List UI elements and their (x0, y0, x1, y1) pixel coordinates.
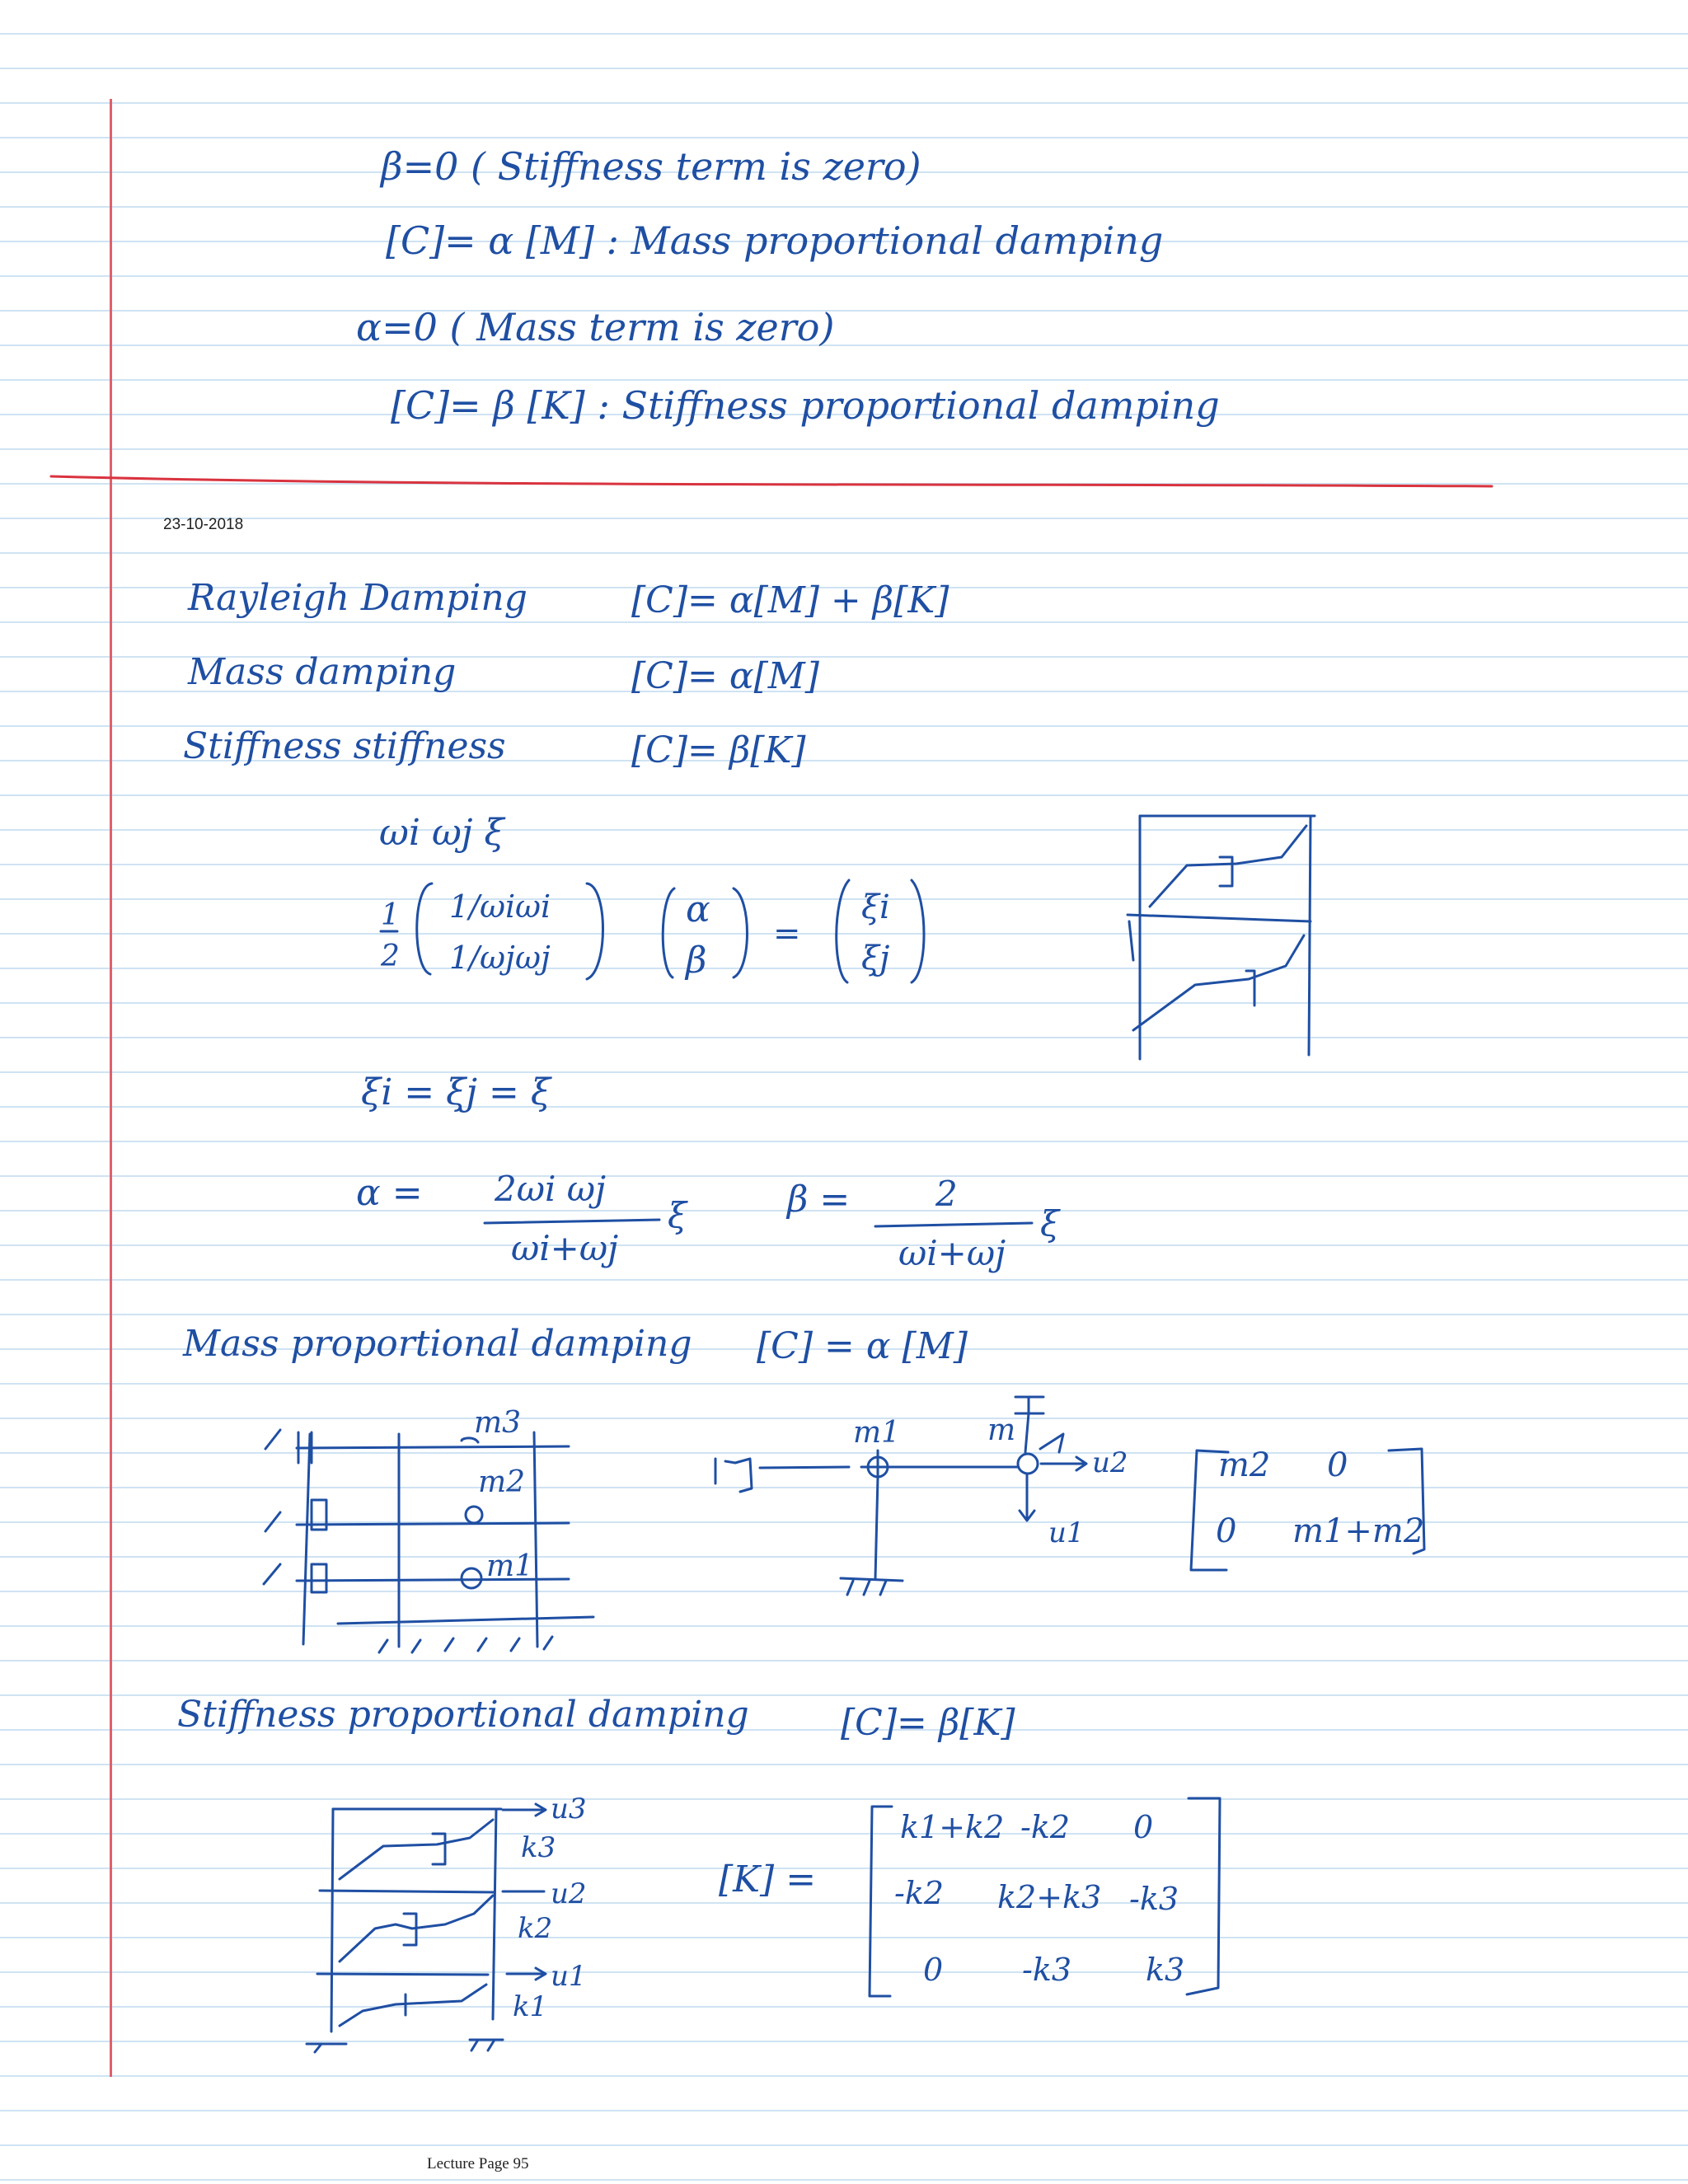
note-line-2: [C]= α [M] : Mass proportional damping (386, 218, 1164, 263)
portal-frame-mass (715, 1397, 1086, 1595)
mass-damping-label: Mass damping (188, 651, 457, 693)
frame-label-u2: u2 (1092, 1446, 1128, 1479)
label-k2: k2 (518, 1912, 553, 1945)
label-m1: m1 (486, 1549, 534, 1583)
beta-fraction-bar (875, 1223, 1032, 1226)
matrix-bracket-right (587, 883, 603, 979)
shear-building-mass (264, 1430, 593, 1652)
result-xi-j: ξj (861, 940, 890, 977)
stiffness-eq: [C]= β[K] (631, 729, 806, 771)
red-separator (51, 476, 1492, 486)
frame-label-u1: u1 (1048, 1516, 1085, 1549)
frame-sketch-top (1128, 816, 1315, 1059)
k-matrix-32: -k3 (1022, 1952, 1072, 1988)
matrix-m21: 1/ωj (449, 940, 515, 976)
result-bracket-left (837, 880, 849, 982)
label-u1: u1 (551, 1960, 587, 1993)
beta-num: 2 (935, 1174, 958, 1214)
label-k3: k3 (521, 1831, 556, 1864)
matrix-bracket-left (417, 883, 432, 974)
k-matrix-11: k1+k2 (900, 1809, 1005, 1845)
matrix-m12: ωi (515, 888, 551, 925)
note-line-1: β=0 ( Stiffness term is zero) (381, 144, 921, 189)
beta-lhs: β = (787, 1179, 851, 1221)
matrix-m22: ωj (515, 940, 551, 976)
shear-building-stiffness (307, 1804, 546, 2052)
mass-damping-eq: [C]= α[M] (631, 655, 819, 697)
stiff-prop-heading: Stiffness proportional damping (177, 1694, 749, 1736)
mass-prop-heading: Mass proportional damping (183, 1323, 692, 1365)
result-bracket-right (912, 880, 924, 982)
half-den: 2 (381, 940, 400, 973)
stiff-matrix-bracket-right (1187, 1798, 1220, 1994)
vector-bracket-right (734, 888, 748, 977)
equals-sign: = (773, 915, 801, 953)
half-num: 1 (381, 898, 400, 932)
rayleigh-label: Rayleigh Damping (188, 577, 528, 619)
vector-beta: β (686, 940, 707, 982)
beta-xi: ξ (1040, 1203, 1060, 1244)
mass-prop-eq: [C] = α [M] (757, 1325, 968, 1367)
page-footer: Lecture Page 95 (427, 2155, 529, 2172)
alpha-den: ωi+ωj (511, 1228, 619, 1268)
frame-label-m: m (987, 1413, 1016, 1447)
vector-bracket-left (663, 888, 674, 977)
label-u3: u3 (551, 1793, 587, 1825)
note-line-3: α=0 ( Mass term is zero) (356, 305, 835, 349)
frame-label-m1: m1 (853, 1416, 901, 1450)
alpha-fraction-bar (485, 1220, 659, 1223)
beta-den: ωi+ωj (898, 1233, 1006, 1273)
note-line-4: [C]= β [K] : Stiffness proportional damping (391, 383, 1220, 428)
stiff-prop-eq: [C]= β[K] (841, 1702, 1015, 1744)
mass-matrix-12: 0 (1327, 1446, 1348, 1484)
xi-equality: ξi = ξj = ξ (361, 1071, 551, 1113)
alpha-lhs: α = (356, 1172, 423, 1214)
k-matrix-33: k3 (1146, 1952, 1185, 1988)
stiffness-label: Stiffness stiffness (183, 725, 506, 767)
k-matrix-label: [K] = (719, 1858, 817, 1900)
k-matrix-22: k2+k3 (997, 1879, 1102, 1915)
label-k1: k1 (513, 1990, 548, 2023)
k-matrix-12: -k2 (1020, 1809, 1071, 1845)
alpha-num: 2ωi ωj (495, 1169, 607, 1209)
k-matrix-13: 0 (1133, 1809, 1154, 1845)
alpha-xi: ξ (668, 1195, 687, 1235)
vector-alpha: α (686, 888, 710, 930)
label-m3: m3 (474, 1406, 522, 1440)
result-xi-i: ξi (861, 888, 890, 926)
k-matrix-23: -k3 (1129, 1881, 1179, 1917)
label-m2: m2 (478, 1465, 526, 1499)
label-u2: u2 (551, 1877, 587, 1910)
mass-matrix-21: 0 (1216, 1512, 1237, 1550)
matrix-m11: 1/ωi (449, 888, 516, 925)
rayleigh-eq: [C]= α[M] + β[K] (631, 579, 950, 621)
omega-header: ωi ωj ξ (379, 812, 504, 854)
date: 23-10-2018 (163, 516, 244, 533)
k-matrix-31: 0 (923, 1952, 944, 1988)
mass-matrix-11: m2 (1218, 1446, 1271, 1484)
stiff-matrix-bracket-left (870, 1807, 892, 1996)
k-matrix-21: -k2 (894, 1875, 945, 1911)
mass-matrix-22: m1+m2 (1292, 1512, 1425, 1550)
